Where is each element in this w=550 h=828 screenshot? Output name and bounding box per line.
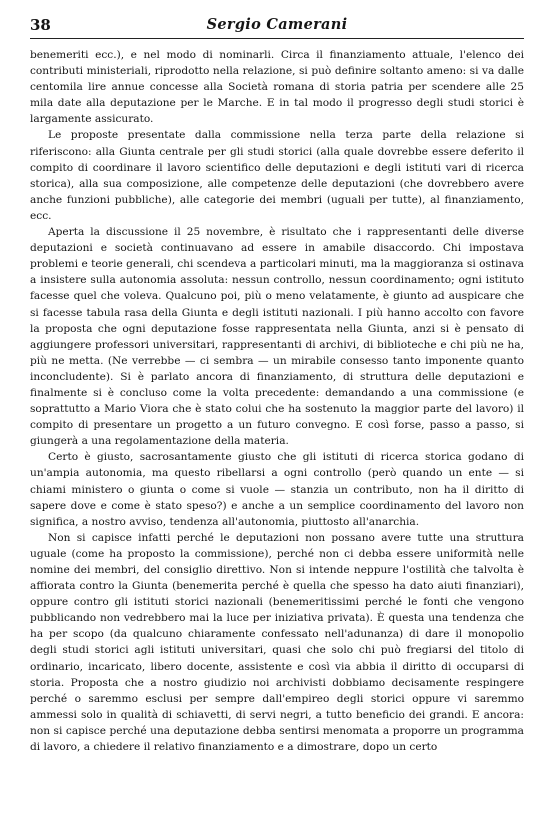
paragraph-5: Non si capisce infatti perché le deputazioni non possano avere tutte una struttura uguale (come ha proposto la commissione), perché non ci debba essere uniformità nelle nomine dei membri, del consiglio direttivo. Non si intende neppure l'ostilità che talvolta è affiorata contro la Giunta (benemerita perché è quella che spesso ha dato aiuti finanziari), oppure contro gli istituti storici nazionali (benemeritissimi perché le fonti che vengono pubblicando non vedrebbero mai la luce per iniziativa privata). È questa una tendenza che ha per scopo (da qualcuno chiaramente confessato nell'adunanza) di dare il monopolio degli studi storici agli istituti universitari, quasi che solo chi può fregiarsi del titolo di ordinario, incaricato, libero docente, assistente e così via abbia il diritto di occuparsi di storia. Proposta che a nostro giudizio noi archivisti dobbiamo decisamente respingere perché o saremmo esclusi per sempre dall'empireo degli storici oppure vi saremmo ammessi solo in qualità di schiavetti, di servi negri, a tutto beneficio dei grandi. E ancora: non si capisce perché una deputazione debba sentirsi menomata a proporre un programma di lavoro, a chiedere il relativo finanziamento e a dimostrare, dopo un certo (30, 531, 524, 754)
paragraph-2: Le proposte presentate dalla commissione nella terza parte della relazione si riferiscono: alla Giunta centrale per gli studi storici (alla quale dovrebbe essere deferito il compito di coordinare il lavoro scientifico delle deputazioni e degli istituti vari di ricerca storica), alla sua composizione, alle competenze delle deputazioni (che dovrebbero avere anche funzioni pubbliche), alle categorie dei membri (uguali per tutte), al finanziamento, ecc. (30, 129, 524, 222)
running-head: Sergio Camerani (206, 16, 348, 33)
document-page (30, 14, 524, 755)
paragraph-4: Certo è giusto, sacrosantamente giusto che gli istituti di ricerca storica godano di un'ampia autonomia, ma questo ribellarsi a ogni controllo (però quando un ente — si chiami ministero o giunta o come si vuole — stanzia un contributo, non ha il diritto di sapere dove e come è stato speso?) e anche a un semplice coordinamento del lavoro non significa, a nostro avviso, tendenza all'autonomia, piuttosto all'anarchia. (30, 451, 524, 528)
paragraph-1: benemeriti ecc.), e nel modo di nominarli. Circa il finanziamento attuale, l'elenco dei contributi ministeriali, riprodotto nella relazione, si può definire soltanto ameno: si va dalle centomila lire annue concesse alla Società romana di storia patria per scendere alle 25 mila date alla deputazione per le Marche. E in tal modo il progresso degli studi storici è largamente assicurato. (30, 49, 524, 126)
body-text (30, 47, 524, 755)
paragraph-3: Aperta la discussione il 25 novembre, è risultato che i rappresentanti delle diverse deputazioni e società continuavano ad essere in amabile disaccordo. Chi impostava problemi e teorie generali, chi scendeva a particolari minuti, ma la maggioranza si ostinava a insistere sulla autonomia assoluta: nessun controllo, nessun coordinamento; ogni istituto facesse quel che voleva. Qualcuno poi, più o meno velatamente, è giunto ad auspicare che si facesse tabula rasa della Giunta e degli istituti nazionali. I più hanno accolto con favore la proposta che ogni deputazione fosse rappresentata nella Giunta, anzi si è pensato di aggiungere professori universitari, rappresentanti di archivi, di biblioteche e chi più ne ha, più ne metta. (Ne verrebbe — ci sembra — un mirabile consesso tanto imponente quanto inconcludente). Si è parlato ancora di finanziamento, di struttura delle deputazioni e finalmente si è concluso come la volta precedente: demandando a una commissione (e soprattutto a Mario Viora che è stato colui che ha sostenuto la maggior parte del lavoro) il compito di presentare un progetto a un futuro convegno. E così forse, passo a passo, si giungerà a una regolamentazione della materia. (30, 226, 524, 448)
page-header (30, 14, 524, 39)
page-number: 38 (30, 16, 51, 34)
